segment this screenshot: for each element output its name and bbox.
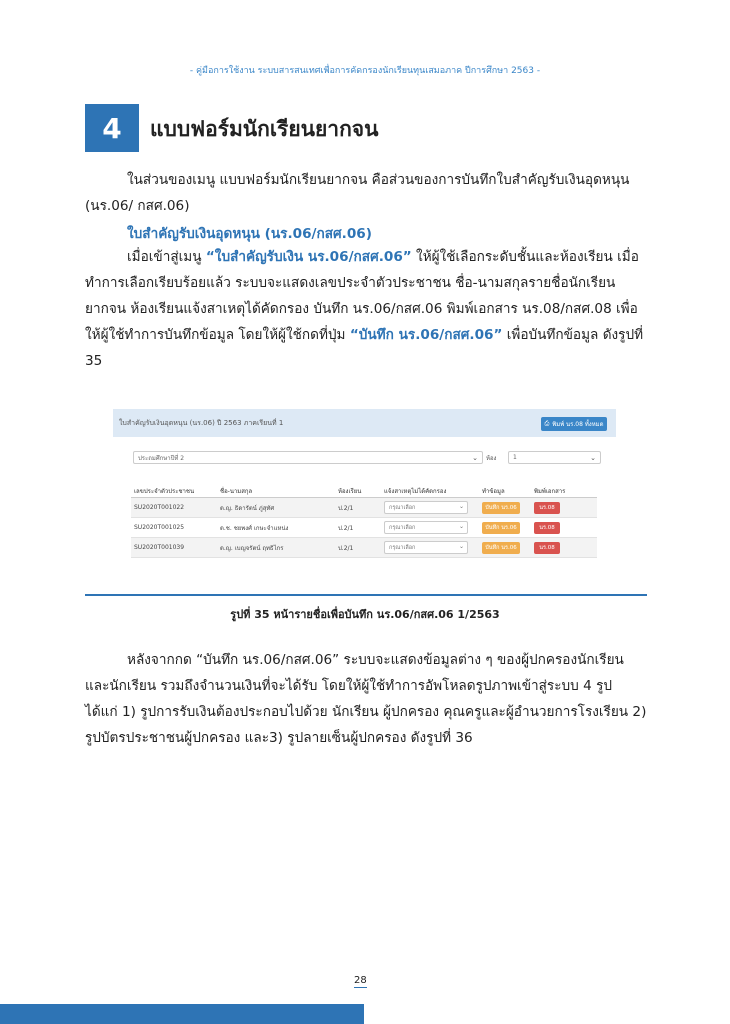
paragraph-intro bbox=[85, 167, 647, 219]
screenshot-title: ใบสำคัญรับเงินอุดหนุน (นร.06) ปี 2563 ภาคเรียนที่ 1 bbox=[119, 419, 284, 427]
cell-room: ป.2/1 bbox=[335, 518, 381, 538]
print-nr08-button[interactable]: นร.08 bbox=[534, 522, 560, 534]
paragraph-after bbox=[85, 647, 647, 751]
figure-caption: รูปที่ 35 หน้ารายชื่อเพื่อบันทึก นร.06/กสศ.06 1/2563 bbox=[230, 608, 500, 621]
chevron-down-icon: ⌄ bbox=[590, 454, 596, 462]
print-all-button[interactable] bbox=[541, 417, 607, 431]
col-header: เลขประจำตัวประชาชน bbox=[131, 484, 217, 498]
chevron-down-icon: ⌄ bbox=[472, 454, 478, 462]
cell-name: ด.ช. ชยพงศ์ เกษะจำแหน่ง bbox=[217, 518, 335, 538]
reason-select-value: กรุณาเลือก bbox=[389, 504, 416, 511]
para2-bold2: “บันทึก นร.06/กสศ.06” bbox=[349, 327, 503, 343]
cell-room: ป.2/1 bbox=[335, 498, 381, 518]
col-header: ทำข้อมูล bbox=[479, 484, 531, 498]
cell-id: SU2020T001022 bbox=[131, 498, 217, 518]
screenshot-header bbox=[113, 409, 616, 437]
level-select[interactable] bbox=[133, 451, 483, 464]
room-select-value: 1 bbox=[513, 454, 517, 461]
chevron-down-icon: ⌄ bbox=[458, 543, 464, 550]
section-title: แบบฟอร์มนักเรียนยากจน bbox=[150, 117, 379, 141]
print-icon: ⎙ bbox=[544, 420, 550, 427]
reason-select[interactable] bbox=[384, 501, 468, 514]
table-row bbox=[131, 498, 597, 518]
subheading: ใบสำคัญรับเงินอุดหนุน (นร.06/กสศ.06) bbox=[127, 226, 372, 242]
col-header: ห้องเรียน bbox=[335, 484, 381, 498]
figure-divider bbox=[85, 594, 647, 596]
cell-name: ด.ญ. ธิดารัตน์ ภู่สุทัศ bbox=[217, 498, 335, 518]
room-label: ห้อง bbox=[486, 455, 497, 462]
col-header: แจ้งสาเหตุไม่ได้คัดกรอง bbox=[381, 484, 479, 498]
para2-bold1: “ใบสำคัญรับเงิน นร.06/กสศ.06” bbox=[205, 249, 412, 265]
reason-select[interactable] bbox=[384, 541, 468, 554]
cell-reason bbox=[381, 538, 479, 558]
students-table bbox=[131, 484, 597, 558]
cell-reason bbox=[381, 498, 479, 518]
cell-save bbox=[479, 538, 531, 558]
table-row bbox=[131, 538, 597, 558]
cell-room: ป.2/1 bbox=[335, 538, 381, 558]
room-select[interactable] bbox=[508, 451, 601, 464]
table-row bbox=[131, 518, 597, 538]
print-all-label: พิมพ์ นร.08 ทั้งหมด bbox=[552, 421, 604, 428]
cell-print bbox=[531, 518, 597, 538]
save-nr06-button[interactable]: บันทึก นร.06 bbox=[482, 502, 520, 514]
reason-select[interactable] bbox=[384, 521, 468, 534]
save-nr06-button[interactable]: บันทึก นร.06 bbox=[482, 522, 520, 534]
paragraph-instructions bbox=[85, 244, 647, 374]
chevron-down-icon: ⌄ bbox=[458, 523, 464, 530]
table-header-row bbox=[131, 484, 597, 498]
cell-print bbox=[531, 538, 597, 558]
para2-t1: เมื่อเข้าสู่เมนู bbox=[127, 249, 206, 265]
reason-select-value: กรุณาเลือก bbox=[389, 524, 416, 531]
level-select-value: ประถมศึกษาปีที่ 2 bbox=[138, 454, 185, 462]
para2-t3: เพื่อบันทึกข้อมูล ดังรูปที่ 35 bbox=[85, 327, 644, 369]
cell-id: SU2020T001039 bbox=[131, 538, 217, 558]
cell-reason bbox=[381, 518, 479, 538]
section-number: 4 bbox=[85, 104, 139, 152]
reason-select-value: กรุณาเลือก bbox=[389, 544, 416, 551]
cell-name: ด.ญ. เบญจรัตน์ ฤทธิไกร bbox=[217, 538, 335, 558]
cell-save bbox=[479, 498, 531, 518]
running-header: - คู่มือการใช้งาน ระบบสารสนเทศเพื่อการคัดกรองนักเรียนทุนเสมอภาค ปีการศึกษา 2563 - bbox=[189, 66, 541, 76]
paragraph-intro-cont: (นร.06/ กสศ.06) bbox=[85, 198, 190, 214]
chevron-down-icon: ⌄ bbox=[458, 503, 464, 510]
paragraph-after-text: หลังจากกด “บันทึก นร.06/กสศ.06” ระบบจะแสดงข้อมูลต่าง ๆ ของผู้ปกครองนักเรียนและนักเรียน รวมถึงจำนวนเงินที่จะได้รับ โดยให้ผู้ใช้ทำการอัพโหลดรูปภาพเข้าสู่ระบบ 4 รูป ได้แก่ 1) รูปการรับเงินต้องประกอบไปด้วย นักเรียน ผู้ปกครอง คุณครูและผู้อำนวยการโรงเรียน 2) รูปบัตรประชาชนผู้ปกครอง และ3) รูปลายเซ็นผู้ปกครอง ดังรูปที่ 36 bbox=[85, 652, 647, 746]
para2-t2: ให้ผู้ใช้เลือกระดับชั้นและห้องเรียน เมื่อทำการเลือกเรียบร้อยแล้ว ระบบจะแสดงเลขประจำตัวประชาชน ชื่อ-นามสกุลรายชื่อนักเรียนยากจน ห้องเรียนแจ้งสาเหตุได้คัดกรอง บันทึก นร.06/กสศ.06 พิมพ์เอกสาร นร.08/กสศ.08 เพื่อให้ผู้ใช้ทำการบันทึกข้อมูล โดยให้ผู้ใช้กดที่ปุ่ม bbox=[85, 249, 639, 343]
cell-id: SU2020T001025 bbox=[131, 518, 217, 538]
col-header: พิมพ์เอกสาร bbox=[531, 484, 597, 498]
footer-bar bbox=[0, 1004, 364, 1024]
cell-print bbox=[531, 498, 597, 518]
col-header: ชื่อ-นามสกุล bbox=[217, 484, 335, 498]
print-nr08-button[interactable]: นร.08 bbox=[534, 502, 560, 514]
figure-screenshot bbox=[113, 409, 616, 559]
print-nr08-button[interactable]: นร.08 bbox=[534, 542, 560, 554]
save-nr06-button[interactable]: บันทึก นร.06 bbox=[482, 542, 520, 554]
page-number: 28 bbox=[354, 975, 367, 986]
cell-save bbox=[479, 518, 531, 538]
paragraph-intro-text: ในส่วนของเมนู แบบฟอร์มนักเรียนยากจน คือส่วนของการบันทึกใบสำคัญรับเงินอุดหนุน bbox=[127, 172, 630, 188]
